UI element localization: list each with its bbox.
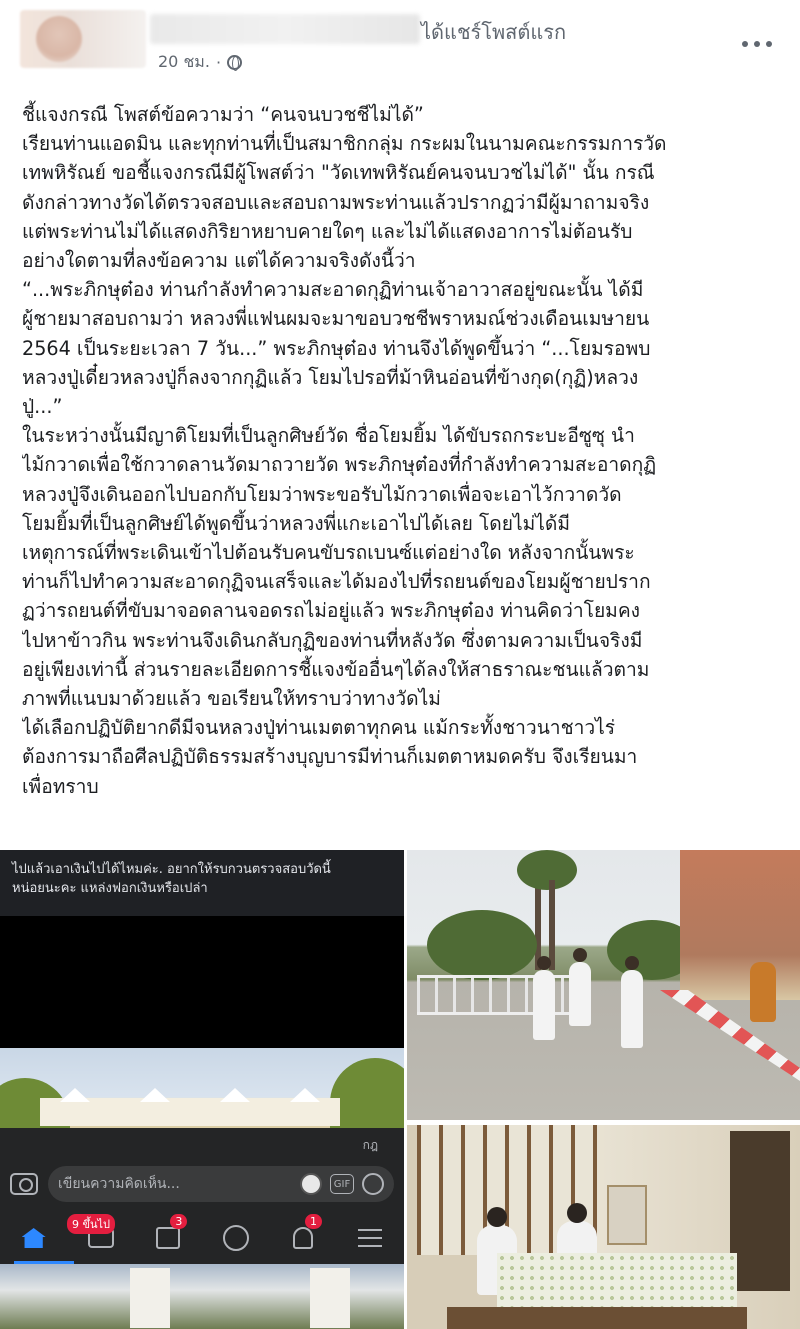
nav-home[interactable]: [14, 1218, 54, 1258]
post-line: ปู่...”: [22, 395, 63, 419]
nav-groups[interactable]: [216, 1218, 256, 1258]
photo-sweeping[interactable]: [407, 850, 800, 1120]
screenshot-bottom-image: [0, 1264, 404, 1329]
post-line: เทพหิรัณย์ ขอชี้แจงกรณีมีผู้โพสต์ว่า "วัดเทพหิรัณย์คนจนบวชไม่ได้" นั้น กรณี: [22, 161, 655, 185]
post-line: อยู่เพียงเท่านี้ ส่วนรายละเอียดการชี้แจงข้ออื่นๆได้ลงให้สาธราณะชนแล้วตาม: [22, 657, 650, 681]
bottom-nav: [0, 1214, 404, 1262]
screenshot-comment-text: [0, 850, 404, 916]
screenshot-fb-bar: [0, 1128, 404, 1264]
photo-grid: [0, 850, 800, 1329]
post-line: แต่พระท่านไม่ได้แสดงกิริยาหยาบคายใดๆ และไม่ได้แสดงอาการไม่ต้อนรับ: [22, 219, 633, 243]
post-line: ต้องการมาถือศีลปฏิบัติธรรมสร้างบุญบารมีท่านก็เมตตาหมดครับ จึงเรียนมา: [22, 745, 638, 769]
nav-video[interactable]: [71, 1218, 121, 1258]
post-line: หลวงปู่เดี๋ยวหลวงปู่ก็ลงจากกุฏิแล้ว โยมไปรอที่ม้าหินอ่อนที่ข้างกุด(กุฏิ)หลวง: [22, 365, 639, 389]
shared-post-text: ได้แชร์โพสต์แรก: [421, 20, 567, 44]
screenshot-line: หน่อยนะคะ แหล่งฟอกเงินหรือเปล่า: [12, 881, 208, 896]
more-options-icon[interactable]: [742, 34, 772, 54]
door: [730, 1131, 790, 1291]
camera-icon[interactable]: [10, 1173, 38, 1195]
nav-notifications[interactable]: [283, 1215, 323, 1258]
groups-icon: [223, 1225, 249, 1251]
post-line: ภาพที่แนบมาด้วยแล้ว ขอเรียนให้ทราบว่าทางวัดไม่: [22, 687, 441, 711]
post-line: ฏว่ารถยนต์ที่ขับมาจอดลานจอดรถไม่อยู่แล้ว พระภิกษุต๋อง ท่านคิดว่าโยมคง: [22, 599, 641, 623]
person-sweeping: [533, 970, 555, 1040]
notification-badge: 1: [305, 1214, 322, 1229]
avatar-sticker-icon[interactable]: [300, 1173, 322, 1195]
avatar[interactable]: [20, 10, 146, 68]
comment-row: [10, 1164, 394, 1204]
post-line: โยมยิ้มที่เป็นลูกศิษย์ได้พูดขึ้นว่าหลวงพี่แกะเอาไปได้เลย โดยไม่ได้มี: [22, 511, 571, 535]
screenshot-temple-image: [0, 1048, 404, 1138]
comment-placeholder: เขียนความคิดเห็น...: [58, 1176, 180, 1192]
meta-separator: ·: [215, 53, 222, 72]
post-line: เหตุการณ์ที่พระเดินเข้าไปต้อนรับคนขับรถเบนซ์แต่อย่างใด หลังจากนั้นพระ: [22, 541, 635, 565]
marketplace-icon: [156, 1227, 180, 1249]
post-time[interactable]: 20 ชม.: [158, 52, 210, 71]
gif-icon[interactable]: GIF: [330, 1174, 354, 1194]
post-line: ไปหาข้าวกิน พระท่านจึงเดินกลับกุฏิของท่านที่หลังวัด ซึ่งตามความเป็นจริงมี: [22, 628, 643, 652]
post-line: ดังกล่าวทางวัดได้ตรวจสอบและสอบถามพระท่านแล้วปรากฏว่ามีผู้มาถามจริง: [22, 190, 650, 214]
video-badge: 9 ขึ้นไป: [67, 1214, 115, 1234]
post-line: ได้เลือกปฏิบัติยากดีมีจนหลวงปู่ท่านเมตตาทุกคน แม้กระทั้งชาวนาชาวไร่: [22, 716, 616, 740]
red-white-curb: [660, 990, 800, 1120]
menu-icon: [358, 1229, 382, 1247]
screenshot-corner-text: กฎ: [362, 1138, 378, 1152]
photo-screenshot[interactable]: [0, 850, 404, 1329]
home-icon: [22, 1228, 46, 1248]
emoji-icon[interactable]: [362, 1173, 384, 1195]
comment-input[interactable]: [48, 1166, 394, 1202]
post-line: ชี้แจงกรณี โพสต์ข้อความว่า “คนจนบวชชีไม่ได้”: [22, 103, 424, 126]
post-body: [22, 100, 792, 801]
post-meta: [158, 50, 242, 75]
nav-menu[interactable]: [350, 1218, 390, 1258]
post-line: เพื่อทราบ: [22, 774, 99, 798]
bench: [447, 1307, 747, 1329]
post-line: หลวงปู่จึงเดินออกไปบอกกับโยมว่าพระขอรับไม้กวาดเพื่อจะเอาไว้กวาดวัด: [22, 482, 622, 506]
post-line: เรียนท่านแอดมิน และทุกท่านที่เป็นสมาชิกกลุ่ม กระผมในนามคณะกรรมการวัด: [22, 132, 667, 156]
post-line: ในระหว่างนั้นมีญาติโยมที่เป็นลูกศิษย์วัด ชื่อโยมยิ้ม ได้ขับรถกระบะอีซูซุ นำ: [22, 424, 635, 448]
person-sweeping: [621, 970, 643, 1048]
post-line: 2564 เป็นระยะเวลา 7 วัน...” พระภิกษุต๋อง ท่านจึงได้พูดขึ้นว่า “...โยมรอพบ: [22, 336, 651, 360]
post-line: ท่านก็ไปทำความสะอาดกุฏิจนเสร็จและได้มองไปที่รถยนต์ของโยมผู้ชายปราก: [22, 570, 651, 594]
marketplace-badge: 3: [170, 1214, 187, 1229]
person-sweeping: [569, 962, 591, 1026]
post-line: “...พระภิกษุต๋อง ท่านกำลังทำความสะอาดกุฏิท่านเจ้าอาวาสอยู่ขณะนั้น ได้มี: [22, 278, 644, 302]
post-line: อย่างใดตามที่ลงข้อความ แต่ได้ความจริงดังนี้ว่า: [22, 249, 416, 273]
monk-figure: [750, 962, 776, 1022]
post-line: ไม้กวาดเพื่อใช้กวาดลานวัดมาถวายวัด พระภิกษุต๋องที่กำลังทำความสะอาดกุฏิ: [22, 453, 657, 477]
post-header: [0, 0, 800, 90]
cabinet: [607, 1185, 647, 1245]
privacy-globe-icon[interactable]: [227, 55, 242, 70]
screenshot-line: ไปแล้วเอาเงินไปได้ไหมค่ะ. อยากให้รบกวนตรวจสอบวัดนี้: [12, 862, 331, 877]
temple-building: [680, 850, 800, 1000]
bell-icon: [293, 1227, 313, 1249]
avatar-face: [36, 16, 82, 62]
author-name-blurred[interactable]: [150, 14, 420, 44]
nav-marketplace[interactable]: [148, 1215, 188, 1258]
photo-dining[interactable]: [407, 1125, 800, 1329]
post-line: ผู้ชายมาสอบถามว่า หลวงพี่แฟนผมจะมาขอบวชชีพราหมณ์ช่วงเดือนเมษายน: [22, 307, 650, 331]
